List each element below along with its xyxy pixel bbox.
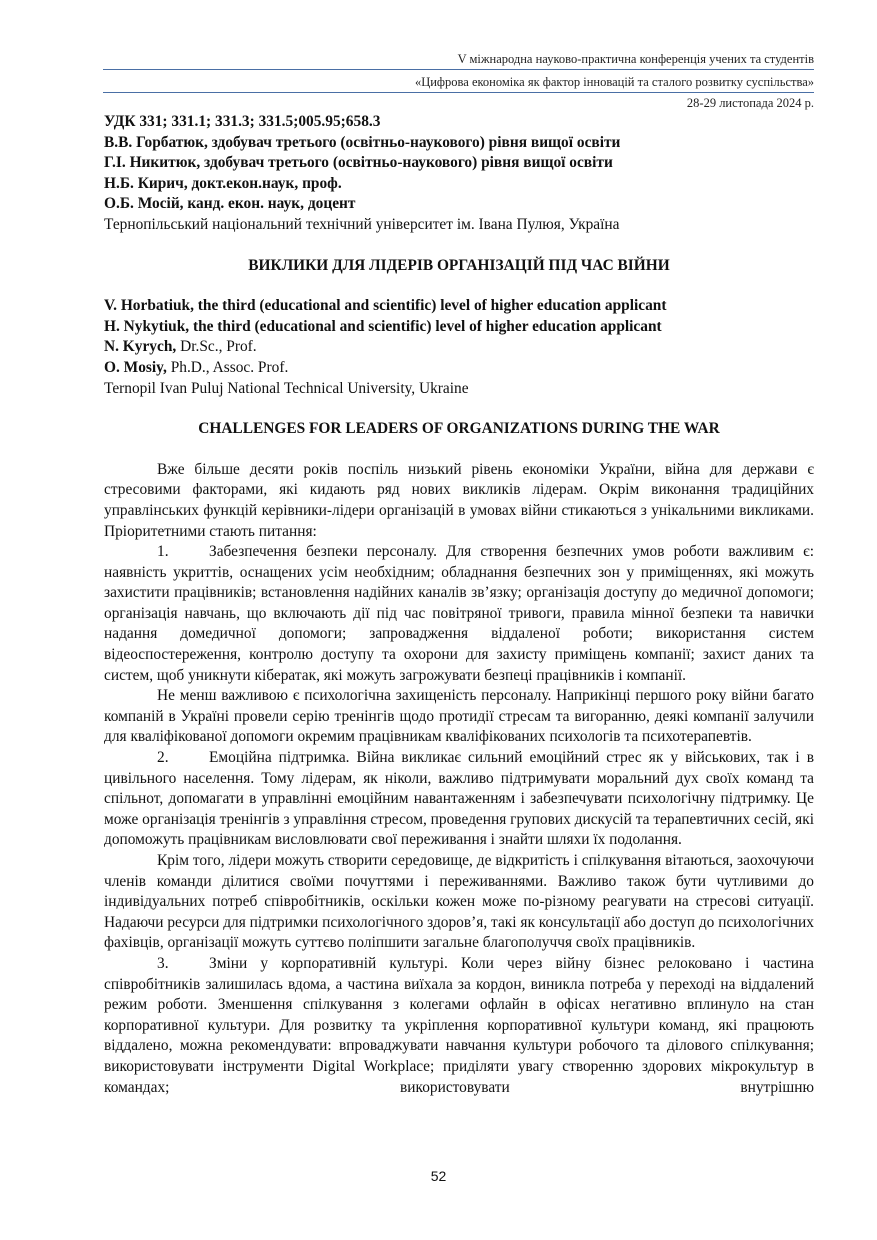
author-en-degree: Ph.D., Assoc. Prof. bbox=[166, 358, 289, 376]
header-conference: V міжнародна науково-практична конференція учених та студентів bbox=[457, 52, 814, 66]
list-text: Зміни у корпоративній культурі. Коли через війну бізнес релоковано і частина співробітників залишилась вдома, а частина виїхала за кордон, виникла потреба у переході на віддалений режим роботи. Зменшення спілкування з колегами офлайн в офісах негативно вплинуло на стан корпоративної культури. Для розвитку та укріплення корпоративної культури команд, які працюють віддалено, можна рекомендувати: впроваджувати навчання культури робочого та ділового спілкування; використовувати інструменти Digital Workplace; приділяти увагу створенню здорових мікрокультур в командах; використовувати внутрішню bbox=[104, 954, 814, 1096]
author-en-name: N. Kyrych, bbox=[104, 338, 177, 356]
affiliation-ua: Тернопільський національний технічний університет ім. Івана Пулюя, Україна bbox=[104, 215, 620, 233]
list-text: Емоційна підтримка. Війна викликає сильний емоційний стрес як у військових, так і в цивільного населення. Тому лідерам, як ніколи, важливо підтримувати моральний дух своїх команд та спільнот, допомагати в управлінні емоційним навантаженням і забезпечувати психологічну підтримку. Це може організація тренінгів з управління стресом, проведення групових дискусій та терапевтичних сесій, які допоможуть працівникам висловлювати свої переживання і знайти шляхи їх подолання. bbox=[104, 749, 814, 849]
body-paragraph: Крім того, лідери можуть створити середовище, де відкритість і спілкування вітаються, заохочуючи членів команди ділитися своїми почуттями і переживаннями. Важливо також бути чутливими до індивідуальних потреб співробітників, оскільки кожен може по-різному реагувати на стресові ситуації. Надаючи ресурси для підтримки психологічного здоров’я, такі як консультації або доступ до психологічних фахівців, організації можуть суттєво поліпшити загальне благополуччя своїх працівників. bbox=[104, 852, 814, 952]
list-item bbox=[104, 542, 814, 686]
body-paragraph: Не менш важливою є психологічна захищеність персоналу. Наприкінці першого року війни багато компаній в Україні провели серію тренінгів щодо протидії стресам та вигоранню, деякі компанії залучили для кваліфікованої допомоги окремим працівникам кваліфікованих психологів та психотерапевтів. bbox=[104, 687, 814, 746]
author-en bbox=[104, 358, 814, 379]
author-en: V. Horbatiuk, the third (educational and scientific) level of higher education applicant bbox=[104, 297, 667, 315]
article bbox=[104, 112, 814, 1098]
list-number: 3. bbox=[157, 954, 169, 972]
udc-code: УДК 331; 331.1; 331.3; 331.5;005.95;658.3 bbox=[104, 113, 381, 130]
affiliation-en: Ternopil Ivan Puluj National Technical University, Ukraine bbox=[104, 379, 469, 397]
list-number: 2. bbox=[157, 749, 169, 767]
author-en: H. Nykytiuk, the third (educational and scientific) level of higher education applicant bbox=[104, 317, 662, 335]
list-item bbox=[104, 954, 814, 1098]
title-ua: ВИКЛИКИ ДЛЯ ЛІДЕРІВ ОРГАНІЗАЦІЙ ПІД ЧАС ВІЙНИ bbox=[248, 256, 670, 274]
list-number: 1. bbox=[157, 543, 169, 561]
author-ua: Н.Б. Кирич, докт.екон.наук, проф. bbox=[104, 174, 342, 192]
author-ua: В.В. Горбатюк, здобувач третього (освітньо-наукового) рівня вищої освіти bbox=[104, 133, 621, 151]
header-rule bbox=[103, 69, 814, 70]
author-en-degree: Dr.Sc., Prof. bbox=[176, 338, 257, 356]
author-en bbox=[104, 337, 814, 358]
header-theme: «Цифрова економіка як фактор інновацій та сталого розвитку суспільства» bbox=[414, 75, 814, 89]
page-number: 52 bbox=[430, 1168, 447, 1184]
header-rule bbox=[103, 92, 814, 93]
author-ua: Г.І. Никитюк, здобувач третього (освітньо-наукового) рівня вищої освіти bbox=[104, 154, 613, 172]
title-en: CHALLENGES FOR LEADERS OF ORGANIZATIONS DURING THE WAR bbox=[198, 420, 720, 438]
author-ua: О.Б. Мосій, канд. екон. наук, доцент bbox=[104, 195, 356, 213]
list-text: Забезпечення безпеки персоналу. Для створення безпечних умов роботи важливим є: наявність укриттів, оснащених усім необхідним; обладнання безпечних зон у приміщеннях, які можуть захистити працівників; встановлення надійних каналів зв’язку; організація доступу до медичної допомоги; організація навчань, що включають дії під час повітряної тривоги, правила мінної безпеки та навички надання домедичної допомоги; запровадження віддаленої роботи; використання систем відеоспостереження, контролю доступу та охорони для захисту приміщень компанії; захист даних та систем, щоб уникнути кібератак, які можуть загрожувати безпеці працівників і компанії. bbox=[104, 543, 814, 684]
body-paragraph: Вже більше десяти років поспіль низький рівень економіки України, війна для держави є стресовими факторами, які кидають ряд нових викликів лідерам. Окрім виконання традиційних управлінських функцій керівники-лідери організацій в умовах війни стикаються з унікальними викликами. Пріоритетними стають питання: bbox=[104, 460, 814, 540]
list-item bbox=[104, 748, 814, 851]
header-date: 28-29 листопада 2024 р. bbox=[686, 96, 814, 110]
author-en-name: O. Mosiy, bbox=[104, 358, 167, 376]
